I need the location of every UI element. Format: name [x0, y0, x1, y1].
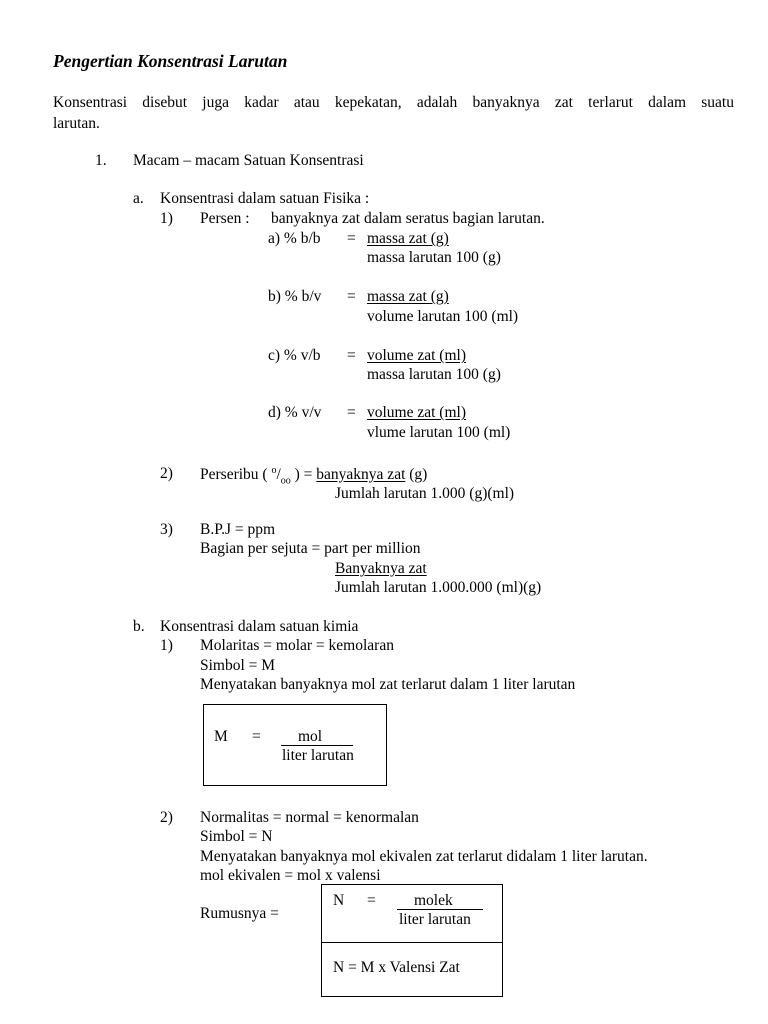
formula-lhs: d) % v/v — [268, 404, 322, 421]
symbol-line: Simbol = N — [200, 828, 273, 845]
formula-numerator: volume zat (ml) — [367, 404, 466, 421]
formula-numerator: molek — [414, 892, 453, 909]
formula-numerator: banyaknya zat — [316, 466, 406, 484]
formula-denominator: massa larutan 100 (g) — [367, 366, 501, 383]
subsection-a-marker: a. — [133, 190, 144, 207]
subsection-a-heading: Konsentrasi dalam satuan Fisika : — [160, 190, 370, 207]
formula-denominator: Jumlah larutan 1.000.000 (ml)(g) — [335, 579, 542, 596]
intro-line-2: larutan. — [53, 115, 100, 132]
section-heading: Macam – macam Satuan Konsentrasi — [133, 152, 364, 169]
molaritas-line: Molaritas = molar = kemolaran — [200, 637, 394, 654]
formula-numerator: massa zat (g) — [367, 230, 449, 247]
formula-equals: = — [252, 728, 261, 745]
formula-denominator: Jumlah larutan 1.000 (g)(ml) — [335, 485, 515, 502]
item-marker: 1) — [160, 637, 173, 654]
formula-denominator: liter larutan — [282, 747, 354, 764]
formula-equals: = — [347, 404, 356, 421]
formula-denominator: volume larutan 100 (ml) — [367, 308, 519, 325]
item-marker: 2) — [160, 809, 173, 826]
persen-description: banyaknya zat dalam seratus bagian larutan. — [271, 210, 545, 227]
section-number: 1. — [95, 152, 107, 169]
bpj-definition: Bagian per sejuta = part per million — [200, 540, 421, 557]
formula-lhs: b) % b/v — [268, 288, 322, 305]
subsection-b-marker: b. — [133, 618, 145, 635]
formula-numerator: mol — [298, 728, 323, 745]
subsection-b-heading: Konsentrasi dalam satuan kimia — [160, 618, 359, 635]
formula-denominator: liter larutan — [399, 911, 471, 928]
mol-ekivalen-line: mol ekivalen = mol x valensi — [200, 867, 381, 884]
formula-lhs: N — [333, 892, 345, 909]
formula-denominator: massa larutan 100 (g) — [367, 249, 501, 266]
formula-equals: = — [367, 892, 376, 909]
formula-numerator: Banyaknya zat — [335, 560, 427, 577]
box-divider — [321, 942, 503, 943]
item-marker: 2) — [160, 465, 173, 482]
normalitas-relation: N = M x Valensi Zat — [333, 959, 460, 976]
fraction-line — [281, 745, 353, 746]
formula-denominator: vlume larutan 100 (ml) — [367, 424, 511, 441]
formula-lhs: M — [214, 728, 228, 745]
symbol-line: Simbol = M — [200, 657, 276, 674]
intro-line-1: Konsentrasi disebut juga kadar atau kepekatan, adalah banyaknya zat terlarut dalam suatu — [53, 94, 734, 111]
formula-lhs: c) % v/b — [268, 347, 321, 364]
perseribu-label: Perseribu ( $^o/_{oo}$ ) = banyaknya zat (g) — [200, 465, 428, 487]
formula-lhs: a) % b/b — [268, 230, 321, 247]
bpj-line: B.P.J = ppm — [200, 521, 276, 538]
persen-label: Persen : — [200, 210, 250, 227]
page-title: Pengertian Konsentrasi Larutan — [53, 51, 288, 71]
normalitas-formula-box — [321, 884, 503, 997]
item-marker: 1) — [160, 210, 173, 227]
rumus-label: Rumusnya = — [200, 905, 279, 922]
formula-equals: = — [347, 347, 356, 364]
formula-equals: = — [347, 230, 356, 247]
description-line: Menyatakan banyaknya mol ekivalen zat terlarut didalam 1 liter larutan. — [200, 848, 648, 865]
description-line: Menyatakan banyaknya mol zat terlarut dalam 1 liter larutan — [200, 676, 576, 693]
normalitas-line: Normalitas = normal = kenormalan — [200, 809, 419, 826]
formula-equals: = — [347, 288, 356, 305]
formula-numerator: massa zat (g) — [367, 288, 449, 305]
item-marker: 3) — [160, 521, 173, 538]
formula-numerator: volume zat (ml) — [367, 347, 466, 364]
fraction-line — [397, 909, 483, 910]
